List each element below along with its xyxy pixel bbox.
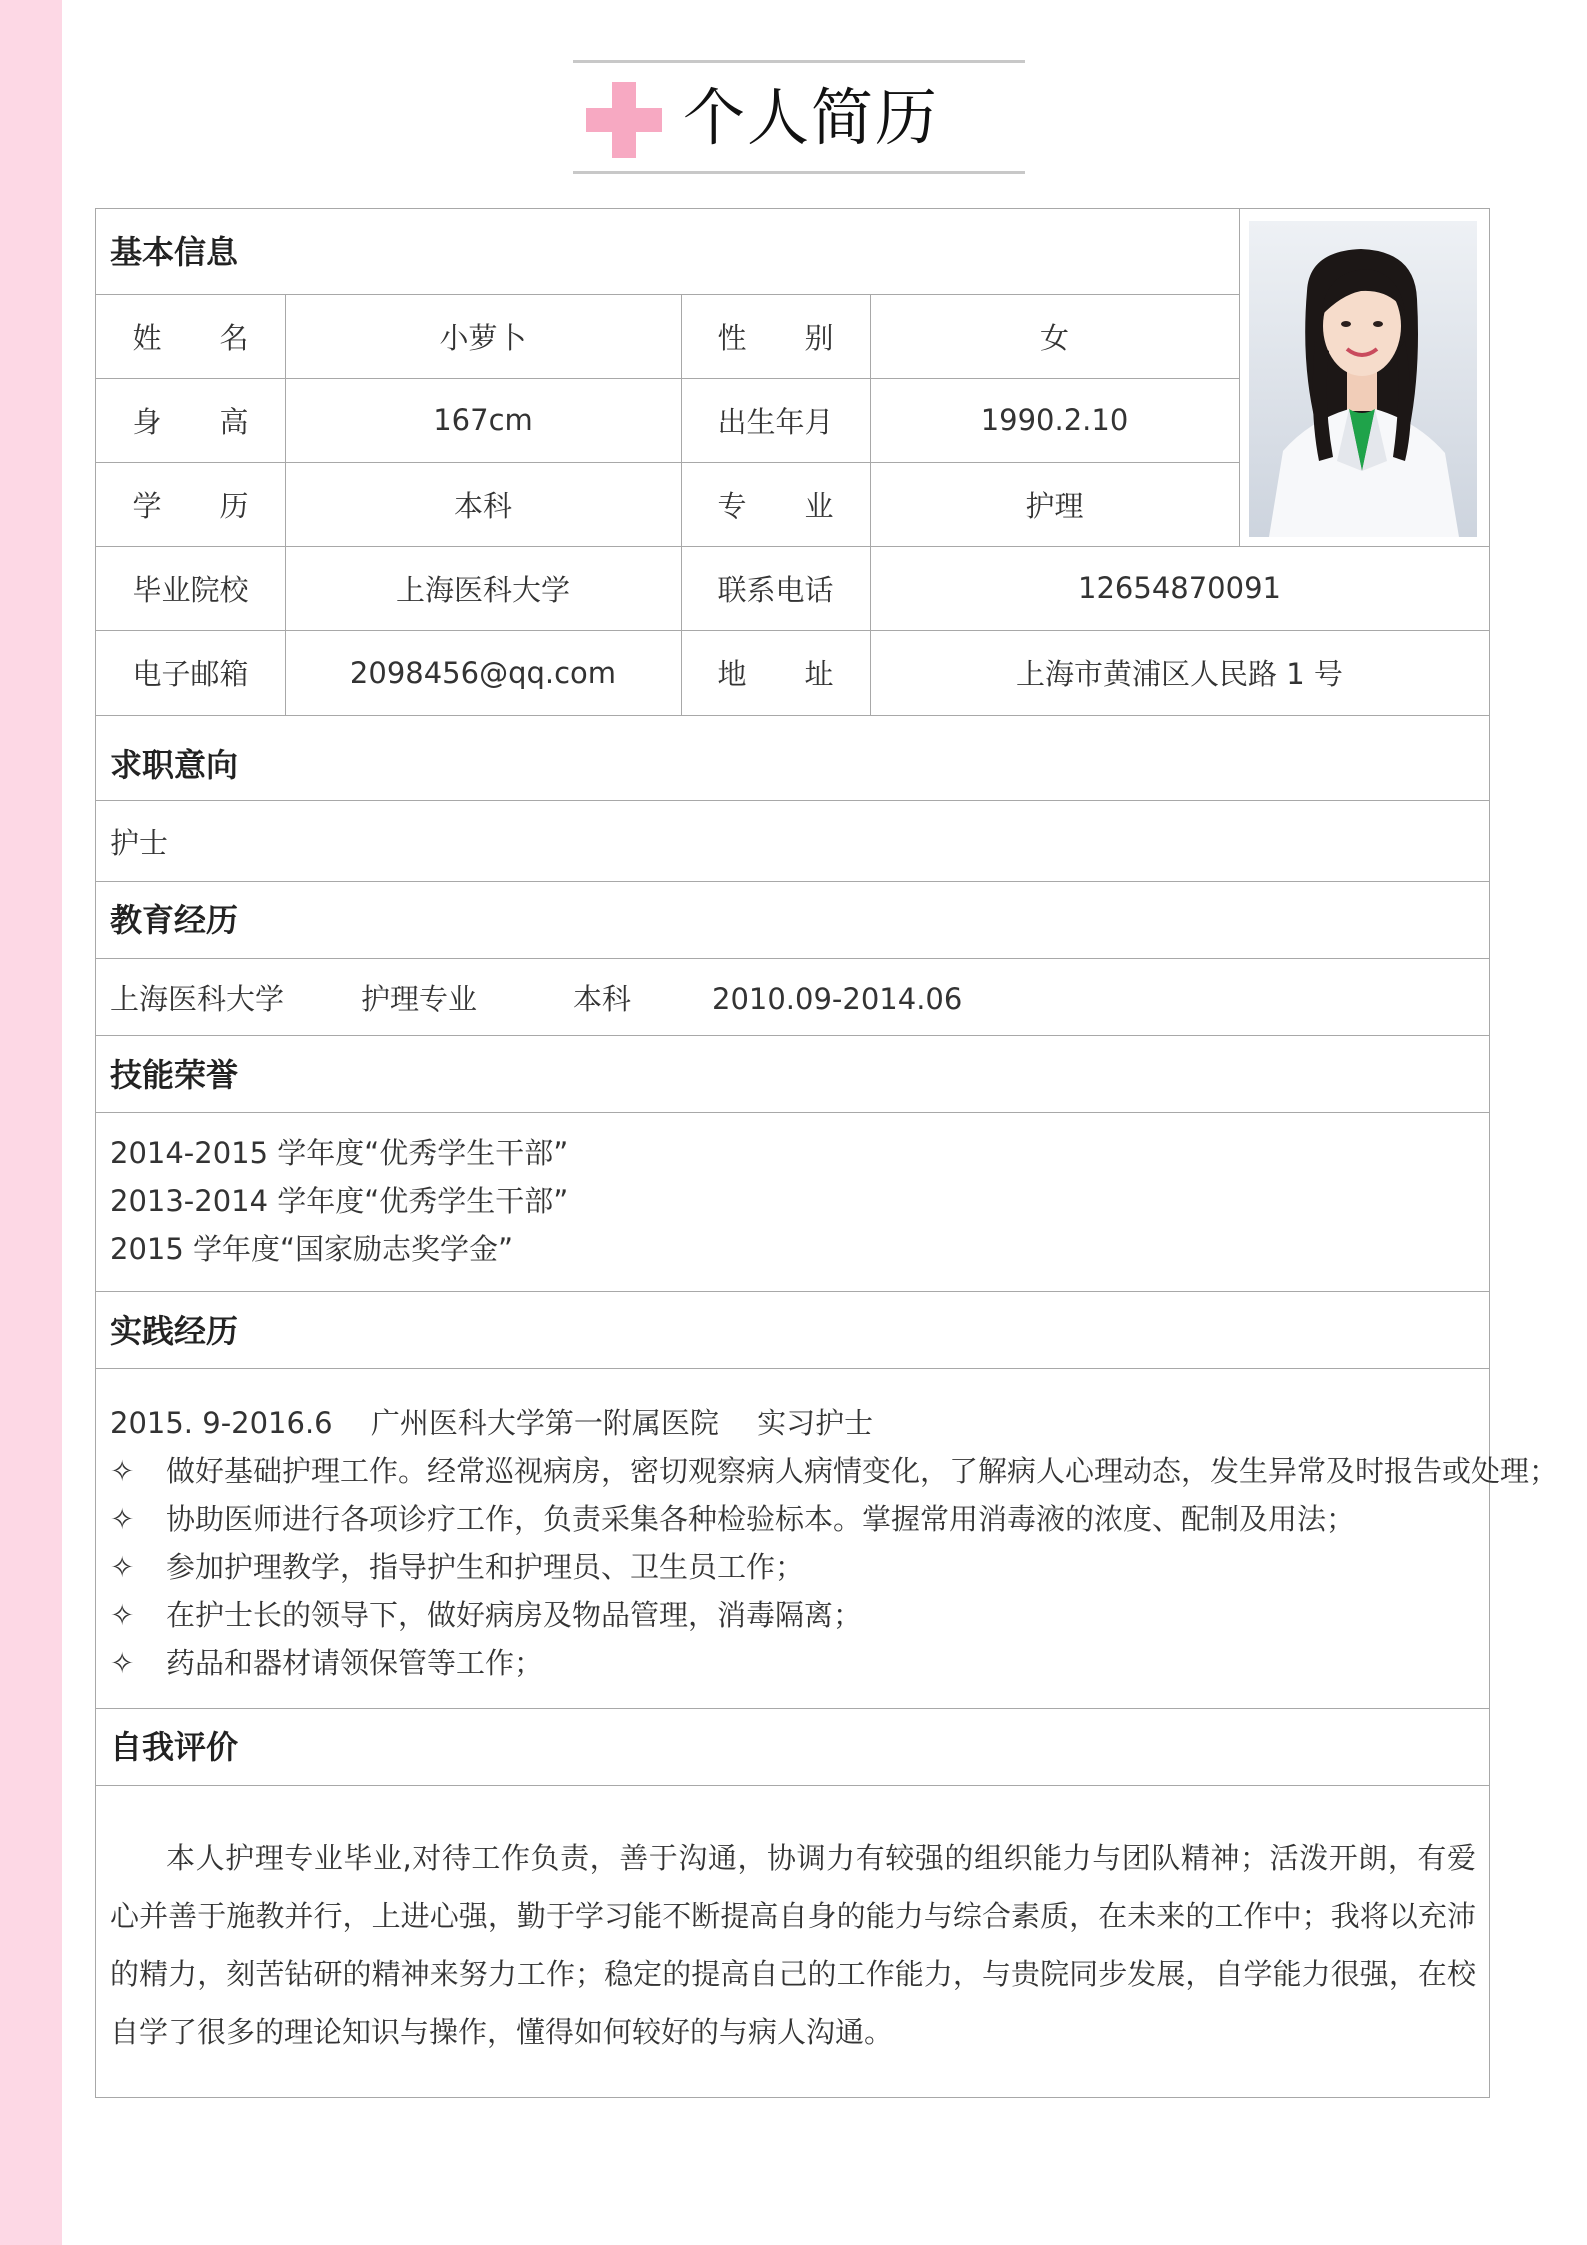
practice-item: ✧ 参加护理教学，指导护生和护理员、卫生员工作； xyxy=(110,1543,1470,1591)
label-gender: 性 别 xyxy=(717,320,834,355)
sparkle-bullet-icon: ✧ xyxy=(110,1646,135,1680)
label-birth: 出生年月 xyxy=(717,404,834,439)
sparkle-bullet-icon: ✧ xyxy=(110,1502,135,1536)
sparkle-bullet-icon: ✧ xyxy=(110,1550,135,1584)
education-row xyxy=(110,975,1470,1023)
section-title-practice: 实践经历 xyxy=(110,1312,239,1350)
value-school: 上海医科大学 xyxy=(395,572,570,607)
honor-item: 2015 学年度“国家励志奖学金” xyxy=(110,1232,514,1266)
side-decoration-strip xyxy=(0,0,62,2245)
resume-table xyxy=(95,208,1559,2098)
label-address: 地 址 xyxy=(717,657,834,691)
label-major: 专 业 xyxy=(717,488,834,523)
page-title: 个人简历 xyxy=(683,81,940,154)
label-school: 毕业院校 xyxy=(132,572,249,607)
section-title-education: 教育经历 xyxy=(110,901,239,939)
label-education: 学 历 xyxy=(132,488,249,523)
section-title-basic: 基本信息 xyxy=(110,233,239,271)
self-evaluation xyxy=(96,1829,1489,2069)
value-birth: 1990.2.10 xyxy=(980,403,1129,437)
sparkle-bullet-icon: ✧ xyxy=(110,1454,135,1488)
self-evaluation-text: 本人护理专业毕业,对待工作负责，善于沟通，协调力有较强的组织能力与团队精神；活泼开朗，有爱心并善于施教并行，上进心强，勤于学习能不断提高自身的能力与综合素质，在未来的工作中；我将以充沛的精力，刻苦钻研的精神来努力工作；稳定的提高自己的工作能力，与贵院同步发展，自学能力很强，在校自学了很多的理论知识与操作，懂得如何较好的与病人沟通。 xyxy=(110,1841,1476,2049)
label-name: 姓 名 xyxy=(132,320,249,355)
education-period: 2010.09-2014.06 xyxy=(712,982,963,1016)
education-degree: 本科 xyxy=(573,982,632,1016)
value-phone: 12654870091 xyxy=(1078,571,1281,605)
section-title-honors: 技能荣誉 xyxy=(110,1056,239,1094)
honor-item: 2014-2015 学年度“优秀学生干部” xyxy=(110,1136,569,1170)
value-major: 护理 xyxy=(1025,488,1084,523)
value-name: 小萝卜 xyxy=(439,320,527,355)
education-major: 护理专业 xyxy=(361,982,478,1016)
medical-cross-icon xyxy=(586,82,662,158)
value-address: 上海市黄浦区人民路 1 号 xyxy=(1016,657,1343,691)
value-gender: 女 xyxy=(1039,320,1069,355)
value-email: 2098456@qq.com xyxy=(349,655,617,690)
resume-header xyxy=(573,60,1025,174)
label-email: 电子邮箱 xyxy=(132,657,249,691)
intent-value: 护士 xyxy=(110,826,169,860)
header-rule-top xyxy=(573,60,1025,63)
practice-item: ✧ 在护士长的领导下，做好病房及物品管理，消毒隔离； xyxy=(110,1591,1470,1639)
profile-photo xyxy=(1249,221,1477,537)
honor-item: 2013-2014 学年度“优秀学生干部” xyxy=(110,1184,569,1218)
sparkle-bullet-icon: ✧ xyxy=(110,1598,135,1632)
label-height: 身 高 xyxy=(132,404,249,439)
section-title-intent: 求职意向 xyxy=(110,746,239,784)
value-height: 167cm xyxy=(433,403,533,437)
education-school: 上海医科大学 xyxy=(110,982,285,1016)
header-rule-bottom xyxy=(573,171,1025,174)
practice-item: ✧ 协助医师进行各项诊疗工作，负责采集各种检验标本。掌握常用消毒液的浓度、配制及用法； xyxy=(110,1495,1470,1543)
practice-item: ✧ 做好基础护理工作。经常巡视病房，密切观察病人病情变化，了解病人心理动态，发生异常及时报告或处理； xyxy=(110,1447,1470,1495)
practice-item: ✧ 药品和器材请领保管等工作； xyxy=(110,1639,1470,1687)
label-phone: 联系电话 xyxy=(717,572,834,607)
value-education: 本科 xyxy=(453,488,512,523)
section-title-self: 自我评价 xyxy=(110,1728,239,1766)
practice-header: 2015. 9-2016.6 广州医科大学第一附属医院 实习护士 xyxy=(110,1406,874,1440)
